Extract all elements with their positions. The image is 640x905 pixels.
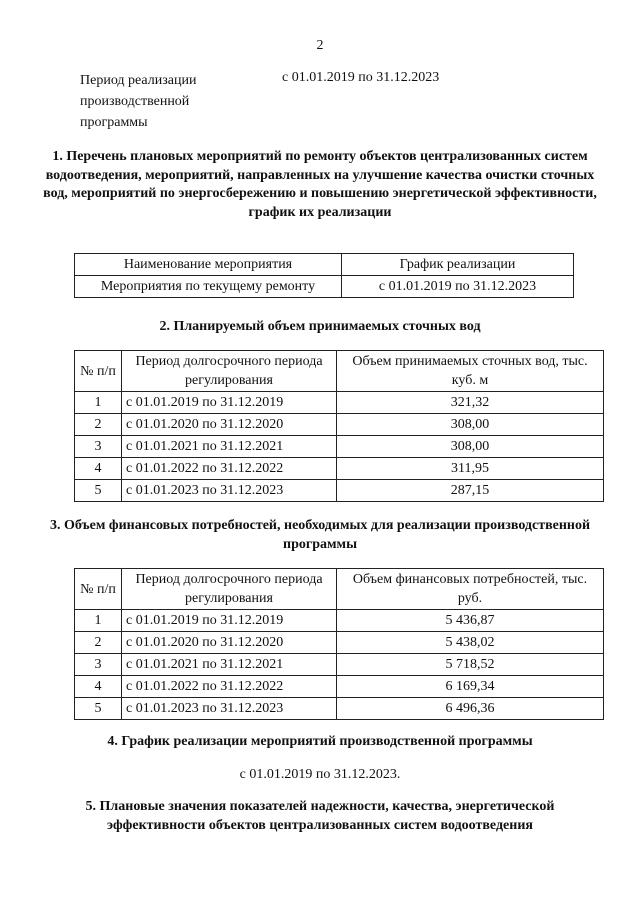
section-2-heading: 2. Планируемый объем принимаемых сточных вод bbox=[159, 319, 481, 334]
table-header-row bbox=[75, 254, 574, 276]
table-cell: с 01.01.2023 по 31.12.2023 bbox=[122, 698, 337, 720]
table-cell: 287,15 bbox=[337, 480, 604, 502]
table-cell: 3 bbox=[75, 436, 122, 458]
column-header: Период долгосрочного периода регулирования bbox=[122, 569, 337, 610]
table-cell: с 01.01.2019 по 31.12.2023 bbox=[342, 276, 574, 298]
table-cell: 6 496,36 bbox=[337, 698, 604, 720]
table-row bbox=[75, 654, 604, 676]
table-cell: 308,00 bbox=[337, 436, 604, 458]
table-cell: с 01.01.2022 по 31.12.2022 bbox=[122, 676, 337, 698]
section-4-value: с 01.01.2019 по 31.12.2023. bbox=[239, 767, 401, 782]
table-header-row bbox=[75, 351, 604, 392]
table-cell: 321,32 bbox=[337, 392, 604, 414]
table-cell: 5 436,87 bbox=[337, 610, 604, 632]
table-row bbox=[75, 610, 604, 632]
table-cell: с 01.01.2021 по 31.12.2021 bbox=[122, 654, 337, 676]
table-cell: 5 718,52 bbox=[337, 654, 604, 676]
table-row bbox=[75, 392, 604, 414]
table-row bbox=[75, 480, 604, 502]
column-header: Период долгосрочного периода регулирования bbox=[122, 351, 337, 392]
period-label: Период реализации производственной программы bbox=[80, 73, 197, 130]
wastewater-volume-table bbox=[74, 350, 604, 502]
table-cell: 1 bbox=[75, 392, 122, 414]
table-cell: 2 bbox=[75, 414, 122, 436]
table-cell: с 01.01.2023 по 31.12.2023 bbox=[122, 480, 337, 502]
table-cell: с 01.01.2021 по 31.12.2021 bbox=[122, 436, 337, 458]
section-4-heading: 4. График реализации мероприятий производственной программы bbox=[107, 734, 533, 749]
table-row bbox=[75, 676, 604, 698]
activities-table bbox=[74, 253, 574, 298]
table-cell: 5 bbox=[75, 480, 122, 502]
table-cell: с 01.01.2019 по 31.12.2019 bbox=[122, 392, 337, 414]
section-3-heading: 3. Объем финансовых потребностей, необходимых для реализации производственной программы bbox=[49, 518, 591, 552]
table-row bbox=[75, 458, 604, 480]
table-row bbox=[75, 276, 574, 298]
table-cell: 4 bbox=[75, 676, 122, 698]
table-cell: с 01.01.2020 по 31.12.2020 bbox=[122, 632, 337, 654]
table-row bbox=[75, 436, 604, 458]
section-1-heading: 1. Перечень плановых мероприятий по ремонту объектов централизованных систем водоотведения, мероприятий, направленных на улучшение качества очистки сточных вод, мероприятий по энергосбережению и повышению энергетической эффективности, график их реализации bbox=[43, 149, 597, 220]
table-row bbox=[75, 632, 604, 654]
table-header-row bbox=[75, 569, 604, 610]
page-number: 2 bbox=[316, 38, 324, 53]
table-cell: 2 bbox=[75, 632, 122, 654]
table-cell: с 01.01.2019 по 31.12.2019 bbox=[122, 610, 337, 632]
table-row bbox=[75, 414, 604, 436]
table-cell: 6 169,34 bbox=[337, 676, 604, 698]
column-header: № п/п bbox=[75, 351, 122, 392]
table-cell: 3 bbox=[75, 654, 122, 676]
table-cell: 1 bbox=[75, 610, 122, 632]
column-header: № п/п bbox=[75, 569, 122, 610]
table-cell: 308,00 bbox=[337, 414, 604, 436]
table-cell: с 01.01.2020 по 31.12.2020 bbox=[122, 414, 337, 436]
column-header: Объем финансовых потребностей, тыс. руб. bbox=[337, 569, 604, 610]
financial-needs-table bbox=[74, 568, 604, 720]
section-5-heading: 5. Плановые значения показателей надежности, качества, энергетической эффективности объектов централизованных систем водоотведения bbox=[85, 799, 555, 833]
column-header: Объем принимаемых сточных вод, тыс. куб. м bbox=[337, 351, 604, 392]
table-cell: с 01.01.2022 по 31.12.2022 bbox=[122, 458, 337, 480]
table-row bbox=[75, 698, 604, 720]
table-cell: 5 438,02 bbox=[337, 632, 604, 654]
column-header: График реализации bbox=[342, 254, 574, 276]
table-cell: Мероприятия по текущему ремонту bbox=[75, 276, 342, 298]
table-cell: 5 bbox=[75, 698, 122, 720]
period-value: с 01.01.2019 по 31.12.2023 bbox=[282, 70, 440, 85]
table-cell: 4 bbox=[75, 458, 122, 480]
table-cell: 311,95 bbox=[337, 458, 604, 480]
column-header: Наименование мероприятия bbox=[75, 254, 342, 276]
